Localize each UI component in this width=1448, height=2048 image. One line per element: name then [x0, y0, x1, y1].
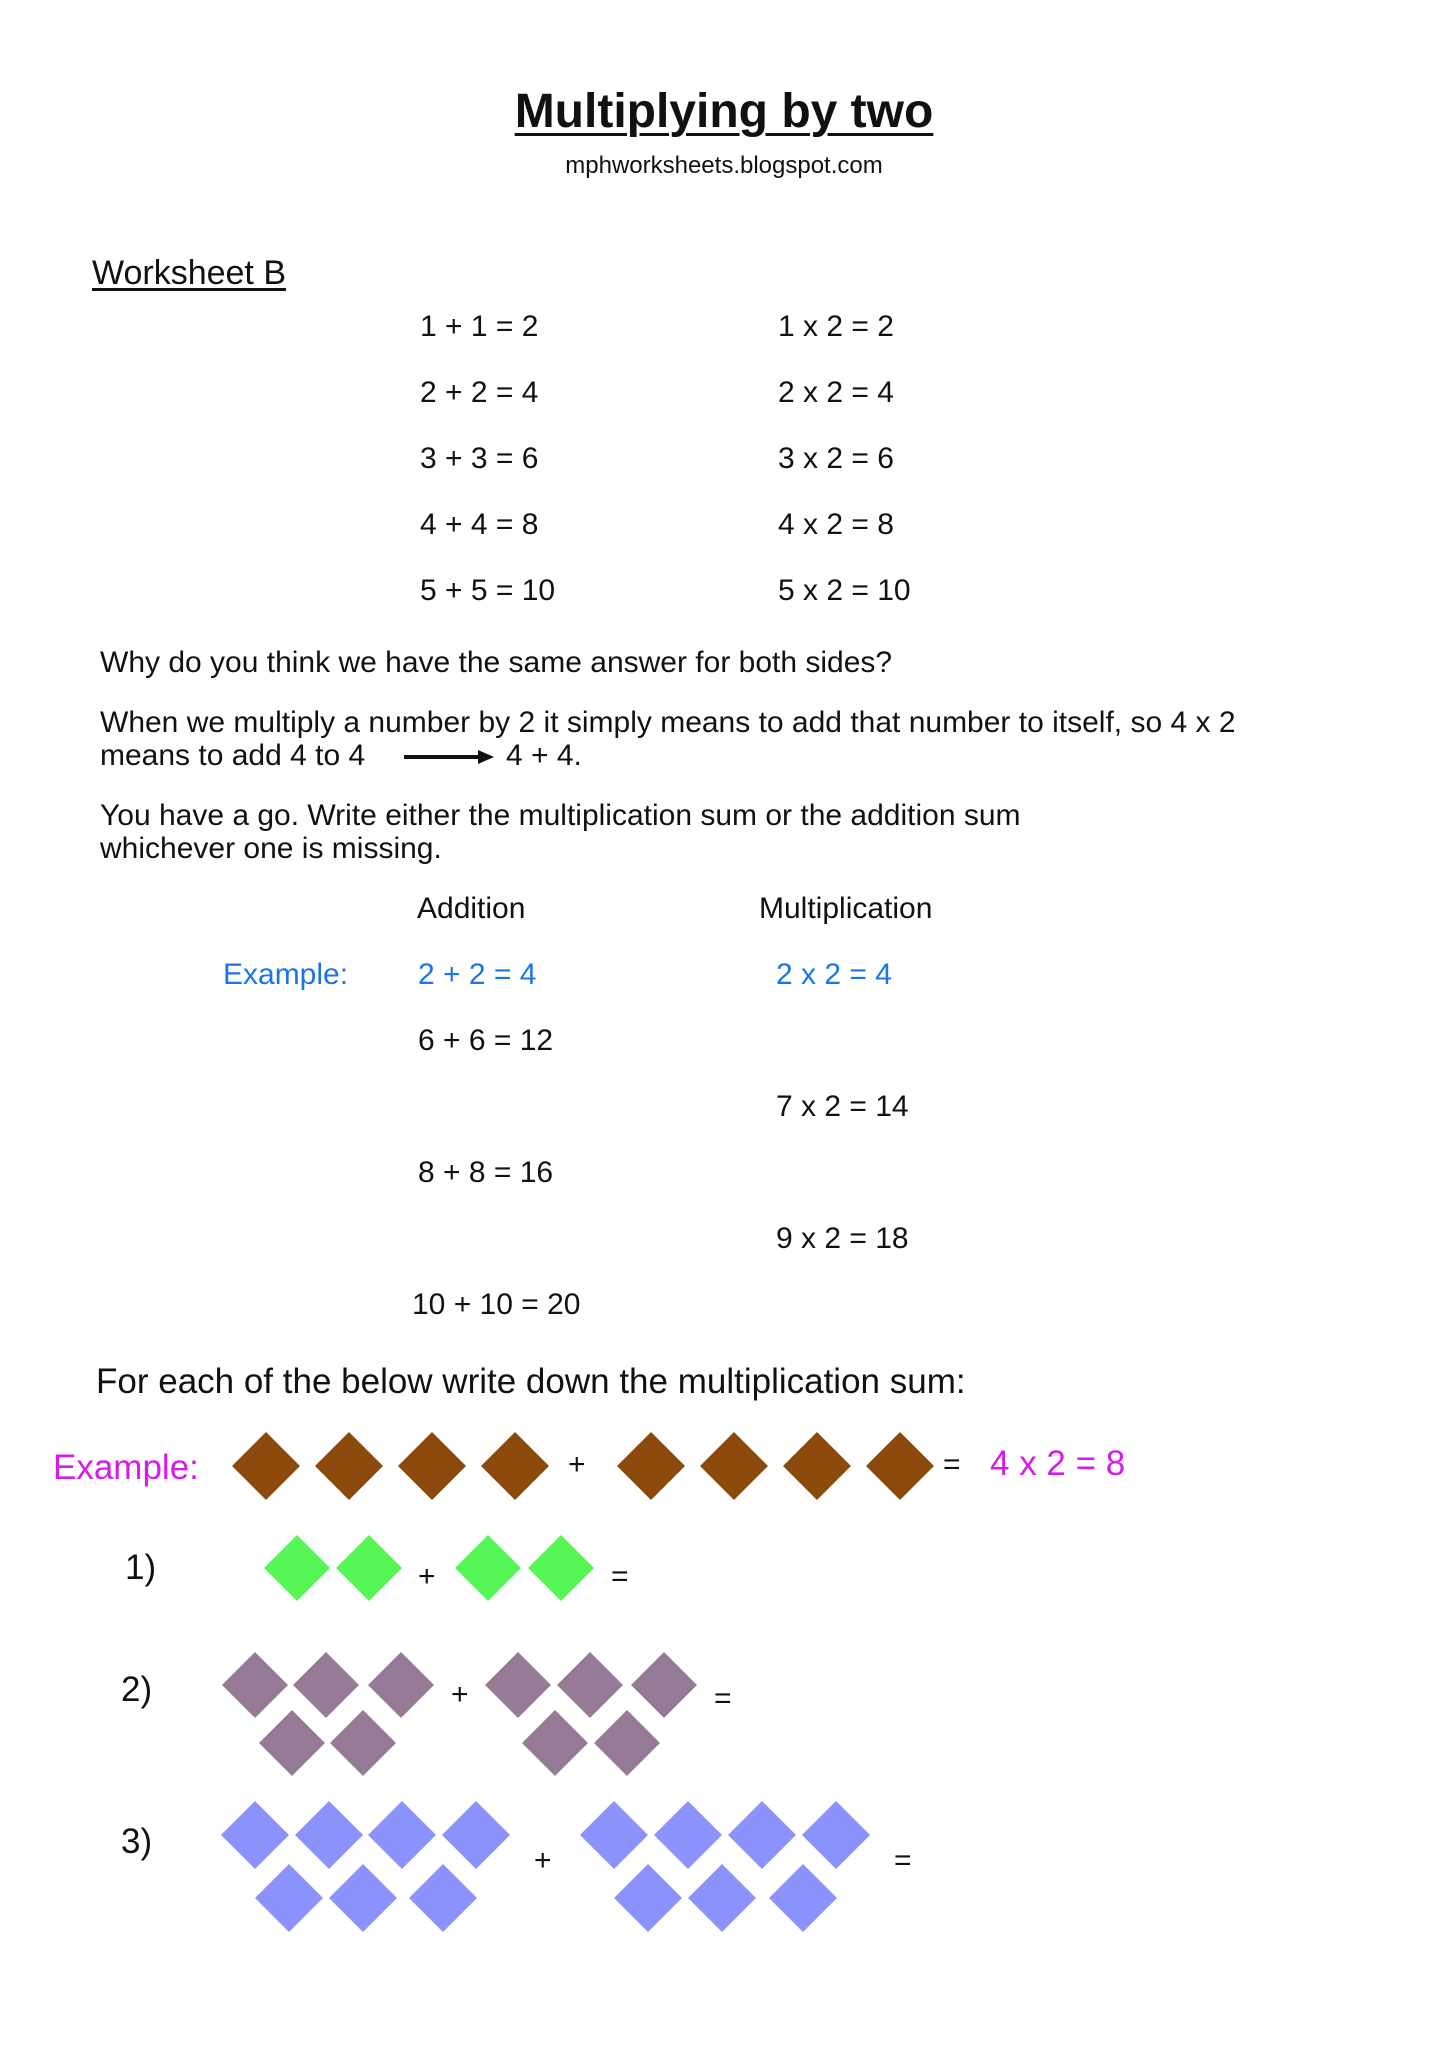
addition-header: Addition	[417, 892, 526, 925]
problem-3-right-diamond	[580, 1801, 648, 1869]
problem-2-right-diamond	[522, 1710, 588, 1776]
problem-3-right-diamond	[654, 1801, 722, 1869]
website-url: mphworksheets.blogspot.com	[565, 152, 883, 179]
multiplication-fact: 3 x 2 = 6	[778, 442, 894, 475]
example-left-diamond	[398, 1432, 466, 1500]
problem-3-left-diamond	[329, 1864, 397, 1932]
shapes-instruction: For each of the below write down the multiplication sum:	[96, 1362, 966, 1401]
equals-sign: =	[943, 1448, 961, 1481]
addition-fact: 2 + 2 = 4	[420, 376, 539, 409]
multiplication-fact: 5 x 2 = 10	[778, 574, 911, 607]
addition-fact: 1 + 1 = 2	[420, 310, 539, 343]
problem-2-right-diamond	[557, 1652, 623, 1718]
instruction-line-1: You have a go. Write either the multiplication sum or the addition sum	[100, 799, 1021, 832]
problem-2-left-diamond	[368, 1652, 434, 1718]
page-title: Multiplying by two	[514, 85, 934, 138]
addition-fact: 3 + 3 = 6	[420, 442, 539, 475]
problem-label: 2)	[121, 1670, 153, 1709]
problem-3-right-diamond	[728, 1801, 796, 1869]
explanation-line-2-end: 4 + 4.	[506, 739, 582, 772]
problem-3-right-diamond	[802, 1801, 870, 1869]
problem-1-right-diamond	[528, 1535, 594, 1601]
plus-sign: +	[568, 1448, 586, 1481]
practice-multiplication: 9 x 2 = 18	[776, 1222, 909, 1255]
question-text: Why do you think we have the same answer for both sides?	[100, 646, 893, 679]
shapes-example-label: Example:	[53, 1448, 199, 1487]
equals-sign: =	[611, 1560, 629, 1593]
problem-3-left-diamond	[409, 1864, 477, 1932]
practice-addition: 6 + 6 = 12	[418, 1024, 554, 1057]
problem-3-left-diamond	[255, 1864, 323, 1932]
multiplication-header: Multiplication	[759, 892, 933, 925]
problem-label: 3)	[121, 1822, 153, 1861]
equals-sign: =	[894, 1844, 912, 1877]
example-left-diamond	[481, 1432, 549, 1500]
worksheet-label: Worksheet B	[92, 254, 287, 292]
problem-2-left-diamond	[293, 1652, 359, 1718]
problem-2-left-diamond	[330, 1710, 396, 1776]
example-multiplication: 2 x 2 = 4	[776, 958, 892, 991]
example-label: Example:	[223, 958, 349, 991]
example-left-diamond	[232, 1432, 300, 1500]
example-addition: 2 + 2 = 4	[418, 958, 537, 991]
problem-2-right-diamond	[594, 1710, 660, 1776]
plus-sign: +	[534, 1844, 552, 1877]
problem-3-left-diamond	[368, 1801, 436, 1869]
equals-sign: =	[714, 1682, 732, 1715]
example-right-diamond	[617, 1432, 685, 1500]
example-right-diamond	[700, 1432, 768, 1500]
problem-3-left-diamond	[221, 1801, 289, 1869]
problem-3-right-diamond	[614, 1864, 682, 1932]
addition-fact: 5 + 5 = 10	[420, 574, 556, 607]
problem-3-left-diamond	[295, 1801, 363, 1869]
shapes-example-answer: 4 x 2 = 8	[990, 1444, 1126, 1483]
problem-2-right-diamond	[631, 1652, 697, 1718]
plus-sign: +	[418, 1560, 436, 1593]
practice-addition: 8 + 8 = 16	[418, 1156, 554, 1189]
problem-2-left-diamond	[259, 1710, 325, 1776]
explanation-line-2-start: means to add 4 to 4	[100, 739, 366, 772]
plus-sign: +	[451, 1678, 469, 1711]
problem-1-left-diamond	[264, 1535, 330, 1601]
explanation-line-1: When we multiply a number by 2 it simply means to add that number to itself, so 4 x 2	[100, 706, 1236, 739]
problem-3-left-diamond	[442, 1801, 510, 1869]
problem-1-left-diamond	[336, 1535, 402, 1601]
problem-3-right-diamond	[769, 1864, 837, 1932]
problem-1-right-diamond	[455, 1535, 521, 1601]
problem-label: 1)	[125, 1548, 157, 1587]
multiplication-fact: 1 x 2 = 2	[778, 310, 894, 343]
practice-multiplication: 7 x 2 = 14	[776, 1090, 909, 1123]
problem-3-right-diamond	[688, 1864, 756, 1932]
example-right-diamond	[783, 1432, 851, 1500]
practice-addition: 10 + 10 = 20	[412, 1288, 581, 1321]
example-left-diamond	[315, 1432, 383, 1500]
multiplication-fact: 4 x 2 = 8	[778, 508, 894, 541]
problem-2-right-diamond	[485, 1652, 551, 1718]
multiplication-fact: 2 x 2 = 4	[778, 376, 894, 409]
example-right-diamond	[866, 1432, 934, 1500]
problem-2-left-diamond	[222, 1652, 288, 1718]
instruction-line-2: whichever one is missing.	[100, 832, 442, 865]
addition-fact: 4 + 4 = 8	[420, 508, 539, 541]
